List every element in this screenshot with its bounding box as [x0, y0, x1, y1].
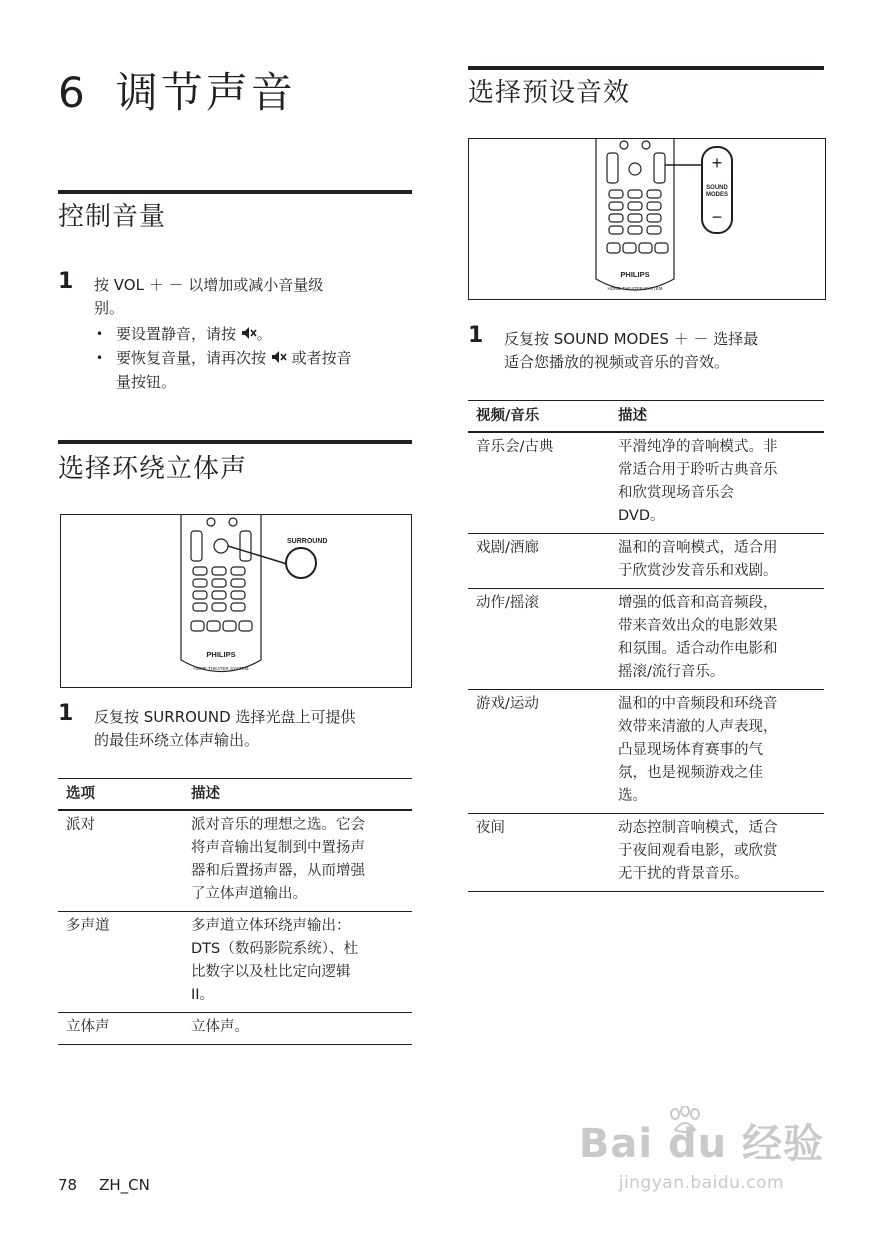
mode-name: 戏剧/酒廊	[468, 534, 610, 589]
option-name: 派对	[58, 810, 183, 912]
chapter-title-text: 调节声音	[115, 68, 296, 117]
remote-illustration	[469, 139, 825, 299]
surround-step-line1: 反复按 SURROUND 选择光盘上可提供	[94, 708, 356, 726]
paw-icon	[667, 1106, 703, 1134]
language-code: ZH_CN	[99, 1176, 150, 1194]
desc-line: 凸显现场体育赛事的气	[618, 742, 763, 758]
table-header: 描述	[183, 779, 412, 811]
bullet-mute	[94, 322, 414, 346]
desc-line: 和氛围。适合动作电影和	[618, 641, 778, 657]
step-number: 1	[468, 323, 484, 348]
page-number: 78	[58, 1176, 78, 1194]
desc-line: 于欣赏沙发音乐和戏剧。	[618, 563, 778, 579]
desc-line: 比数字以及杜比定向逻辑	[191, 964, 351, 980]
desc-line: 选。	[618, 788, 647, 804]
table-row	[468, 690, 824, 814]
mute-icon	[241, 326, 257, 340]
option-desc	[183, 1013, 412, 1045]
surround-callout-label: SURROUND	[287, 538, 328, 545]
callout-label: SOUND	[706, 185, 728, 191]
table-row	[58, 912, 412, 1013]
section-rule	[468, 66, 824, 70]
remote-model: HOME THEATER SYSTEM	[193, 666, 249, 671]
page-footer	[58, 1176, 150, 1194]
remote-brand: PHILIPS	[206, 650, 236, 659]
mode-name: 音乐会/古典	[468, 432, 610, 534]
bullet-restore-text: 要恢复音量，请再次按	[116, 349, 267, 367]
surround-heading: 选择环绕立体声	[58, 454, 248, 484]
desc-line: 带来音效出众的电影效果	[618, 618, 778, 634]
step-number: 1	[58, 701, 74, 726]
option-name: 立体声	[58, 1013, 183, 1045]
desc-line: 器和后置扬声器，从而增强	[191, 863, 365, 879]
mode-desc	[610, 534, 824, 589]
sound-modes-step	[468, 323, 824, 378]
mode-desc	[610, 432, 824, 534]
mode-desc	[610, 814, 824, 892]
volume-heading: 控制音量	[58, 202, 167, 232]
chapter-title	[58, 60, 296, 120]
bullet-mute-text: 要设置静音，请按	[116, 325, 237, 343]
baidu-watermark	[579, 1112, 824, 1193]
option-name: 多声道	[58, 912, 183, 1013]
desc-line: 温和的中音频段和环绕音	[618, 696, 778, 712]
surround-step-line2: 的最佳环绕立体声输出。	[94, 731, 260, 749]
desc-line: 平滑纯净的音响模式。非	[618, 439, 778, 455]
sound-modes-remote-figure	[468, 138, 826, 300]
chapter-number: 6	[58, 68, 88, 117]
plus-icon: +	[711, 153, 723, 173]
surround-step	[58, 701, 412, 756]
desc-line: DVD。	[618, 508, 665, 524]
desc-line: 温和的音响模式，适合用	[618, 540, 778, 556]
table-header: 描述	[610, 401, 824, 433]
table-header-row	[58, 779, 412, 811]
mode-desc	[610, 690, 824, 814]
section-rule	[58, 440, 412, 444]
section-rule	[58, 190, 412, 194]
option-desc	[183, 810, 412, 912]
remote-illustration	[61, 515, 411, 687]
desc-line: 无干扰的背景音乐。	[618, 866, 749, 882]
desc-line: 派对音乐的理想之选。它会	[191, 817, 365, 833]
desc-line: 氛，也是视频游戏之佳	[618, 765, 763, 781]
desc-line: 效带来清澈的人声表现，	[618, 719, 778, 735]
surround-remote-figure	[60, 514, 412, 688]
remote-brand: PHILIPS	[620, 270, 650, 279]
mode-name: 夜间	[468, 814, 610, 892]
remote-model: HOME THEATER SYSTEM	[607, 286, 663, 291]
sound-modes-heading: 选择预设音效	[468, 78, 631, 108]
mode-name: 动作/摇滚	[468, 589, 610, 690]
table-row	[468, 432, 824, 534]
table-row	[468, 534, 824, 589]
bullet-mute-end: 。	[256, 325, 272, 343]
bullet-restore	[94, 346, 414, 394]
table-header: 选项	[58, 779, 183, 811]
sound-step-line2: 适合您播放的视频或音乐的音效。	[504, 353, 730, 371]
volume-step	[58, 269, 412, 324]
bullet-restore-line2: 量按钮。	[116, 373, 177, 391]
volume-bullets	[94, 322, 414, 394]
option-desc	[183, 912, 412, 1013]
callout-label: MODES	[705, 192, 729, 198]
desc-line: 立体声。	[191, 1019, 249, 1035]
volume-step-line1: 按 VOL ＋ － 以增加或减小音量级	[94, 276, 324, 294]
desc-line: 常适合用于聆听古典音乐	[618, 462, 778, 478]
desc-line: 增强的低音和高音频段，	[618, 595, 778, 611]
table-header-row	[468, 401, 824, 433]
minus-icon: −	[711, 207, 723, 227]
mode-desc	[610, 589, 824, 690]
bullet-restore-end: 或者按音	[291, 349, 352, 367]
table-row	[468, 589, 824, 690]
desc-line: 摇滚/流行音乐。	[618, 664, 725, 680]
desc-line: 了立体声道输出。	[191, 886, 307, 902]
sound-step-line1: 反复按 SOUND MODES ＋ － 选择最	[504, 330, 759, 348]
desc-line: DTS（数码影院系统）、杜	[191, 941, 358, 957]
watermark-logo-text: Bai du 经验	[578, 1121, 824, 1167]
watermark-url: jingyan.baidu.com	[618, 1173, 785, 1193]
volume-step-line2: 别。	[94, 299, 125, 317]
desc-line: 于夜间观看电影，或欣赏	[618, 843, 778, 859]
table-row	[58, 810, 412, 912]
desc-line: 动态控制音响模式，适合	[618, 820, 778, 836]
step-number: 1	[58, 269, 74, 294]
desc-line: 将声音输出复制到中置扬声	[191, 840, 365, 856]
table-row	[468, 814, 824, 892]
desc-line: II。	[191, 987, 215, 1003]
sound-modes-table	[468, 400, 824, 892]
desc-line: 和欣赏现场音乐会	[618, 485, 734, 501]
mute-icon	[271, 350, 287, 364]
desc-line: 多声道立体环绕声输出：	[191, 918, 351, 934]
table-header: 视频/音乐	[468, 401, 610, 433]
surround-options-table	[58, 778, 412, 1045]
table-row	[58, 1013, 412, 1045]
mode-name: 游戏/运动	[468, 690, 610, 814]
